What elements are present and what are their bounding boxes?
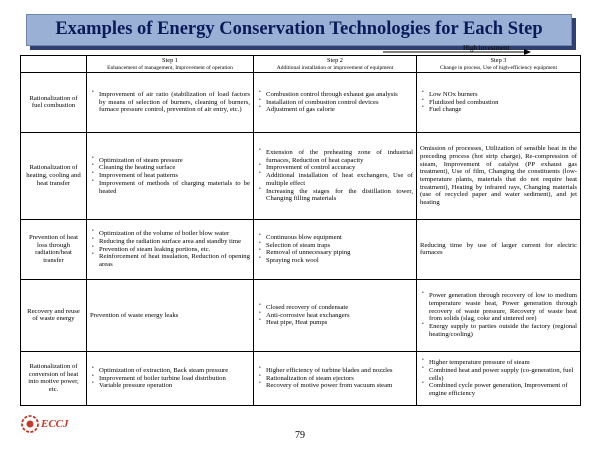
list-item: • Recovery of motive power from vacuum steam — [266, 382, 413, 390]
row-label: Rationalization of conversion of heat into motive power, etc. — [21, 351, 87, 405]
step-subtitle: Additional installation or improvement of equipment — [276, 64, 394, 71]
step3-cell — [417, 351, 581, 405]
list-item: • Adjustment of gas calorie — [266, 106, 413, 114]
list-item: • Rationalization of steam ejectors — [266, 375, 413, 383]
list-item: • Increasing the stages for the distillation tower, Changing filling materials — [266, 188, 413, 203]
table-row — [21, 279, 581, 351]
list-item: • Improvement of boiler turbine load distribution — [99, 375, 250, 383]
list-item: • Cleaning the heating surface — [99, 164, 250, 172]
list-item: • Installation of combustion control devices — [266, 99, 413, 107]
technology-table — [20, 55, 581, 406]
step-label: Step 3 — [490, 57, 507, 64]
step-label: Step 2 — [327, 57, 343, 64]
logo-text: ECCJ — [41, 418, 69, 430]
step2-cell — [254, 219, 417, 279]
list-item: • Continuous blow equipment — [266, 234, 413, 242]
list-item: • Energy supply to parties outside the factory (regional heating/cooling) — [429, 323, 577, 338]
row-label: Rationalization of fuel combustion — [21, 72, 87, 132]
step-subtitle: Enhancement of management, Improvement of operation — [107, 64, 233, 71]
step3-cell — [417, 72, 581, 132]
high-investment-label: High investment — [463, 44, 510, 52]
list-item: • Fuel change — [429, 106, 577, 114]
step2-cell — [254, 279, 417, 351]
list-item: • Power generation through recovery of low to medium temperature waste heat, Power generation through recovery of waste pressure, Recovery of waste heat from solids (slag, coke and sintered ore) — [429, 292, 577, 323]
row-label: Prevention of heat loss through radiation/heat transfer — [21, 219, 87, 279]
corner-cell — [21, 56, 87, 73]
step-subtitle: Change in process, Use of high-efficiency equipment — [439, 64, 558, 71]
table-row — [21, 219, 581, 279]
list-item: • Fluidized bed combustion — [429, 99, 577, 107]
step2-header — [254, 56, 417, 73]
list-item: • Reducing the radiation surface area and standby time — [99, 238, 250, 246]
list-item: • Combined heat and power supply (co-generation, fuel cells) — [429, 367, 577, 382]
list-item: • Improvement of air ratio (stabilization of load factors by means of selection of burners, cleaning of burners, furnace pressure control, prevention of air entry, etc.) — [99, 91, 250, 114]
step2-cell — [254, 351, 417, 405]
list-item: • Improvement of heat patterns — [99, 172, 250, 180]
list-item: • Combined cycle power generation, Improvement of engine efficiency — [429, 382, 577, 397]
step1-cell — [87, 132, 254, 219]
list-item: • Optimization of the volume of boiler blow water — [99, 230, 250, 238]
list-item: • Higher efficiency of turbine blades and nozzles — [266, 367, 413, 375]
step3-cell — [417, 279, 581, 351]
list-item: • Higher temperature pressure of steam — [429, 359, 577, 367]
page-title: Examples of Energy Conservation Technologies for Each Step — [55, 19, 543, 39]
list-item: • Closed recovery of condensate — [266, 304, 413, 312]
step3-header — [417, 56, 581, 73]
list-item: • Prevention of steam leaking portions, etc. — [99, 246, 250, 254]
row-label: Recovery and reuse of waste energy — [21, 279, 87, 351]
step1-cell: Prevention of waste energy leaks — [87, 279, 254, 351]
list-item: • Combustion control through exhaust gas analysis — [266, 91, 413, 99]
step-label: Step 1 — [162, 57, 178, 64]
list-item: • Low NOx burners — [429, 91, 577, 99]
list-item: • Additional installation of heat exchangers, Use of multiple effect — [266, 172, 413, 187]
step1-cell — [87, 72, 254, 132]
step2-cell — [254, 132, 417, 219]
step1-cell — [87, 351, 254, 405]
list-item: • Variable pressure operation — [99, 382, 250, 390]
step2-cell — [254, 72, 417, 132]
page-number: 79 — [295, 430, 305, 441]
list-item: • Spraying rock wool — [266, 257, 413, 265]
step1-cell — [87, 219, 254, 279]
list-item: • Selection of steam traps — [266, 242, 413, 250]
list-item: • Optimization of steam pressure — [99, 157, 250, 165]
list-item: • Improvement of control accuracy — [266, 164, 413, 172]
step1-header — [87, 56, 254, 73]
list-item: • Improvement of methods of charging materials to be heated — [99, 180, 250, 195]
list-item: • Reinforcement of heat insulation, Reduction of opening areas — [99, 253, 250, 268]
list-item: • Extension of the preheating zone of industrial furnaces, Reduction of heat capacity — [266, 149, 413, 164]
list-item: • Removal of unnecessary piping — [266, 249, 413, 257]
step3-cell: Omission of processes, Utilization of sensible heat in the preceding process (hot strip charge), Re-compression of steam, Improvement of catalyst (PP exhaust gas treatment), Use of film, Changing the constituents (low-temperature plants, materials that do not require heat treatment), Heating by infrared rays, Changing materials (use of recycled paper and water sediment), and jet heating — [417, 132, 581, 219]
list-item: • Heat pipe, Heat pumps — [266, 319, 413, 327]
table-row — [21, 72, 581, 132]
step3-cell: Reducing time by use of larger current for electric furnaces — [417, 219, 581, 279]
table-row — [21, 351, 581, 405]
row-label: Rationalization of heating, cooling and heat transfer — [21, 132, 87, 219]
header-row — [21, 56, 581, 73]
list-item: • Anti-corrosive heat exchangers — [266, 312, 413, 320]
table-row — [21, 132, 581, 219]
list-item: • Optimization of extraction, Back steam pressure — [99, 367, 250, 375]
